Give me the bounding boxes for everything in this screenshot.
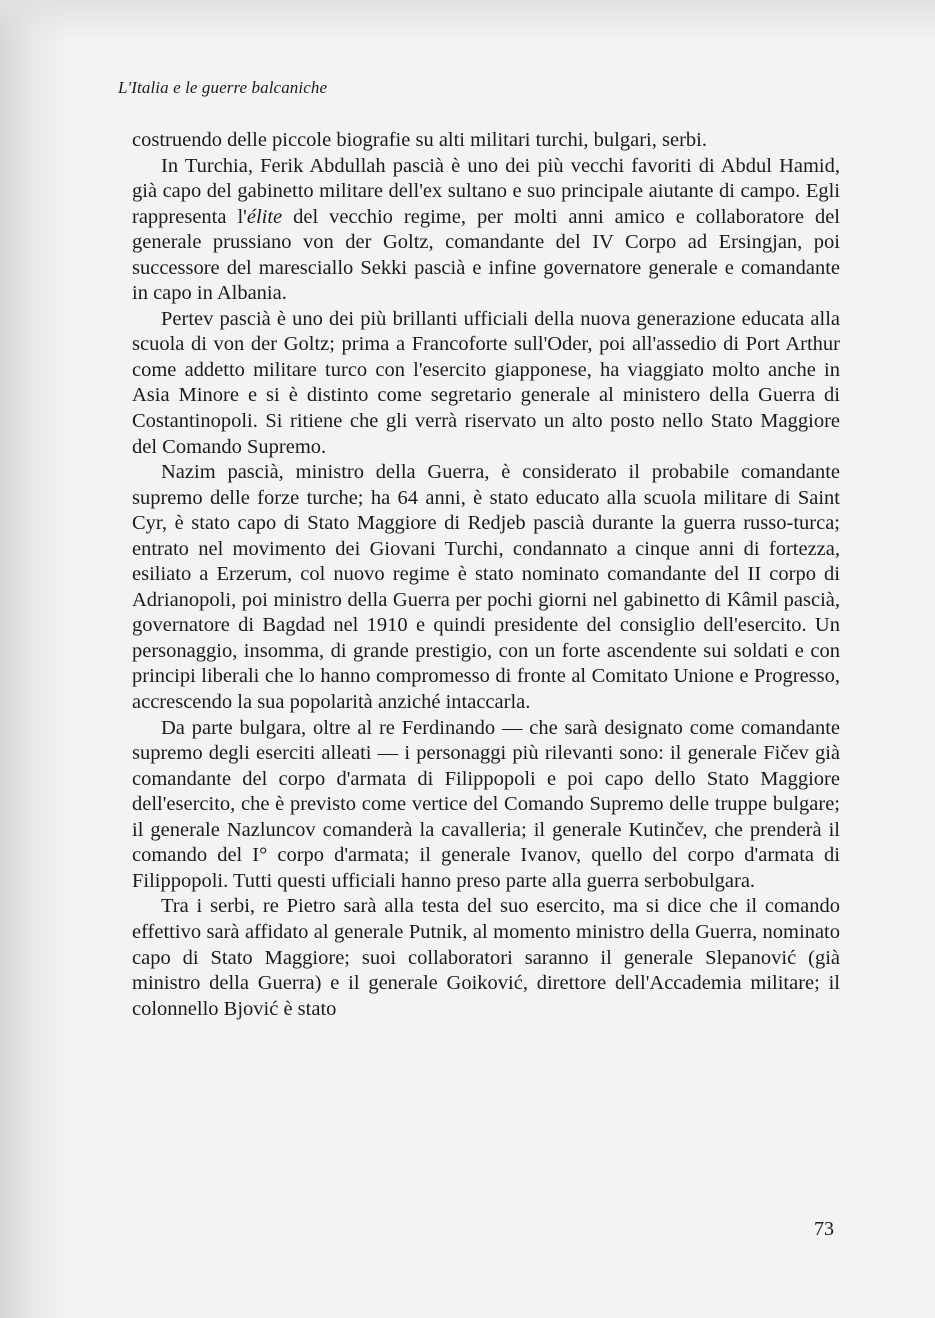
emphasis-elite: élite	[246, 205, 283, 228]
paragraph-text: Tra i serbi, re Pietro sarà alla testa del suo esercito, ma si dice che il comando effettivo sarà affidato al generale Putnik, al momento ministro della Guerra, nominato capo di Stato Maggiore; suoi collaboratori saranno il generale Slepanović (già ministro della Guerra) e il generale Goiković, direttore dell'Accademia militare; il colonnello Bjović è stato	[132, 895, 840, 1020]
paragraph-text: Nazim pascià, ministro della Guerra, è considerato il probabile comandante supremo delle forze turche; ha 64 anni, è stato educato alla scuola militare di Saint Cyr, è stato capo di Stato Maggiore di Redjeb pascià durante la guerra russo-turca; entrato nel movimento dei Giovani Turchi, condannato a cinque anni di fortezza, esiliato a Erzerum, col nuovo regime è stato nominato comandante del II corpo di Adrianopoli, poi ministro della Guerra per pochi giorni nel gabinetto di Kâmil pascià, governatore di Bagdad nel 1910 e quindi presidente del consiglio dell'esercito. Un personaggio, insomma, di grande prestigio, con un forte ascendente sui soldati e con principi liberali che lo hanno compromesso di fronte al Comitato Unione e Progresso, accrescendo la sua popolarità anziché intaccarla.	[132, 461, 840, 714]
paragraph-bulgarian	[132, 716, 840, 895]
paragraph-text: In Turchia, Ferik Abdullah pascià è uno dei più vecchi favoriti di Abdul Hamid, già capo del gabinetto militare dell'ex sultano e suo principale aiutante di campo. Egli rappresenta l'	[132, 154, 840, 228]
paragraph-serbian	[132, 894, 840, 1022]
page-gutter-shadow	[0, 0, 70, 1318]
body-text	[132, 128, 840, 1022]
paragraph-abdullah	[132, 154, 840, 307]
paragraph-text: Da parte bulgara, oltre al re Ferdinando — che sarà designato come comandante supremo degli eserciti alleati — i personaggi più rilevanti sono: il generale Fičev già comandante del corpo d'armata di Filippopoli e poi capo dello Stato Maggiore dell'esercito, che è previsto come vertice del Comando Supremo delle truppe bulgare; il generale Nazluncov comanderà la cavalleria; il generale Kutinčev, che prenderà il comando del I° corpo d'armata; il generale Ivanov, quello del corpo d'armata di Filippopoli. Tutti questi ufficiali hanno preso parte alla guerra serbobulgara.	[132, 716, 840, 892]
paragraph-continuation	[132, 128, 840, 154]
page-number: 73	[814, 1218, 834, 1240]
paragraph-text: Pertev pascià è uno dei più brillanti ufficiali della nuova generazione educata alla scuola di von der Goltz; prima a Francoforte sull'Oder, poi all'assedio di Port Arthur come addetto militare turco con l'esercito giapponese, ha viaggiato molto anche in Asia Minore e si è distinto come segretario generale al ministero della Guerra di Costantinopoli. Si ritiene che gli verrà riservato un alto posto nello Stato Maggiore del Comando Supremo.	[132, 307, 840, 458]
paragraph-text: del vecchio regime, per molti anni amico e collaboratore del generale prussiano von der Goltz, comandante del IV Corpo ad Ersingjan, poi successore del maresciallo Sekki pascià e infine governatore generale e comandante in capo in Albania.	[132, 205, 840, 305]
paragraph-nazim	[132, 460, 840, 715]
running-head: L'Italia e le guerre balcaniche	[118, 78, 328, 97]
paragraph-pertev	[132, 307, 840, 460]
paragraph-text: costruendo delle piccole biografie su alti militari turchi, bulgari, serbi.	[132, 129, 707, 151]
page-top-shadow	[0, 0, 935, 40]
